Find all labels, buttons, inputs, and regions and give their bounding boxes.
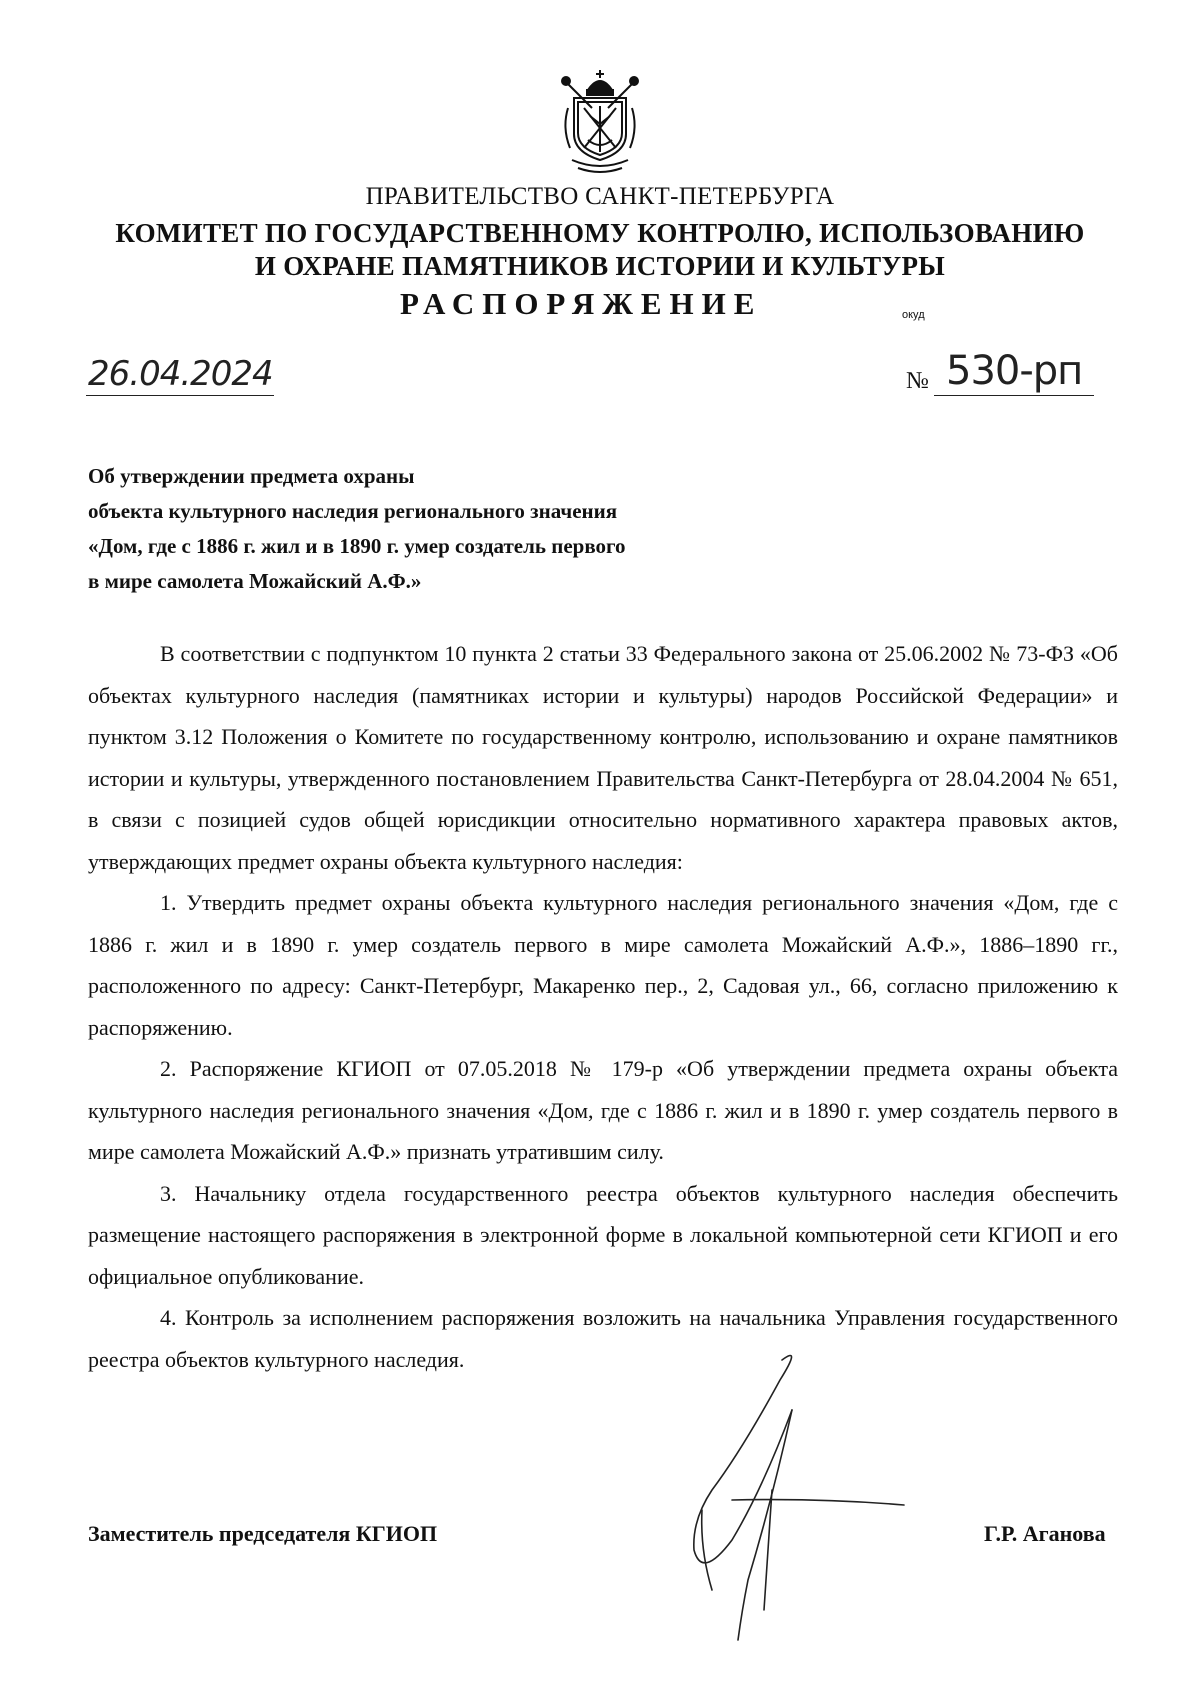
document-subject (88, 459, 626, 599)
number-sign: № (906, 368, 929, 394)
item-paragraph-3: 3. Начальнику отдела государственного реестра объектов культурного наследия обеспечить размещение настоящего распоряжения в электронной форме в локальной компьютерной сети КГИОП и его официальное опубликование. (88, 1180, 1118, 1289)
government-name: ПРАВИТЕЛЬСТВО САНКТ-ПЕТЕРБУРГА (365, 183, 835, 210)
signer-position: Заместитель председателя КГИОП (88, 1521, 438, 1546)
order-date: 26.04.2024 (88, 354, 273, 394)
item-paragraph-1: 1. Утвердить предмет охраны объекта культурного наследия регионального значения «Дом, где с 1886 г. жил и в 1890 г. умер создатель первого в мире самолета Можайский А.Ф.», 1886–1890 гг., расположенного по адресу: Санкт-Петербург, Макаренко пер., 2, Садовая ул., 66, согласно приложению к распоряжению. (88, 890, 1118, 1040)
subject-line: в мире самолета Можайский А.Ф.» (88, 569, 422, 593)
document-body (88, 633, 1118, 1380)
committee-name (0, 217, 1200, 283)
number-underline (934, 395, 1094, 396)
preamble-paragraph: В соответствии с подпунктом 10 пункта 2 статьи 33 Федерального закона от 25.06.2002 № 73-ФЗ «Об объектах культурного наследия (памятниках истории и культуры) народов Российской Федерации» и пунктом 3.12 Положения о Комитете по государственному контролю, использованию и охране памятников истории и культуры, утвержденного постановлением Правительства Санкт-Петербурга от 28.04.2004 № 651, в связи с позицией судов общей юрисдикции относительно нормативного характера правовых актов, утверждающих предмет охраны объекта культурного наследия: (88, 641, 1118, 874)
okud-label: окуд (902, 309, 925, 321)
subject-line: Об утверждении предмета охраны (88, 464, 415, 488)
coat-of-arms-icon (558, 68, 642, 178)
handwritten-signature-icon (672, 1350, 912, 1650)
committee-line-1: КОМИТЕТ ПО ГОСУДАРСТВЕННОМУ КОНТРОЛЮ, ИСПОЛЬЗОВАНИЮ (115, 218, 1085, 248)
subject-line: объекта культурного наследия регионального значения (88, 499, 618, 523)
committee-line-2: И ОХРАНЕ ПАМЯТНИКОВ ИСТОРИИ И КУЛЬТУРЫ (254, 251, 946, 281)
signer-name: Г.Р. Аганова (984, 1521, 1106, 1546)
item-paragraph-2: 2. Распоряжение КГИОП от 07.05.2018 № 179-р «Об утверждении предмета охраны объекта культурного наследия регионального значения «Дом, где с 1886 г. жил и в 1890 г. умер создатель первого в мире самолета Можайский А.Ф.» признать утратившим силу. (88, 1056, 1118, 1164)
subject-line: «Дом, где с 1886 г. жил и в 1890 г. умер создатель первого (88, 534, 626, 558)
item-paragraph-4: 4. Контроль за исполнением распоряжения возложить на начальника Управления государственного реестра объектов культурного наследия. (88, 1305, 1118, 1372)
document-type: РАСПОРЯЖЕНИЕ (400, 286, 763, 321)
order-number: 530-рп (946, 348, 1083, 394)
date-underline (86, 395, 274, 396)
